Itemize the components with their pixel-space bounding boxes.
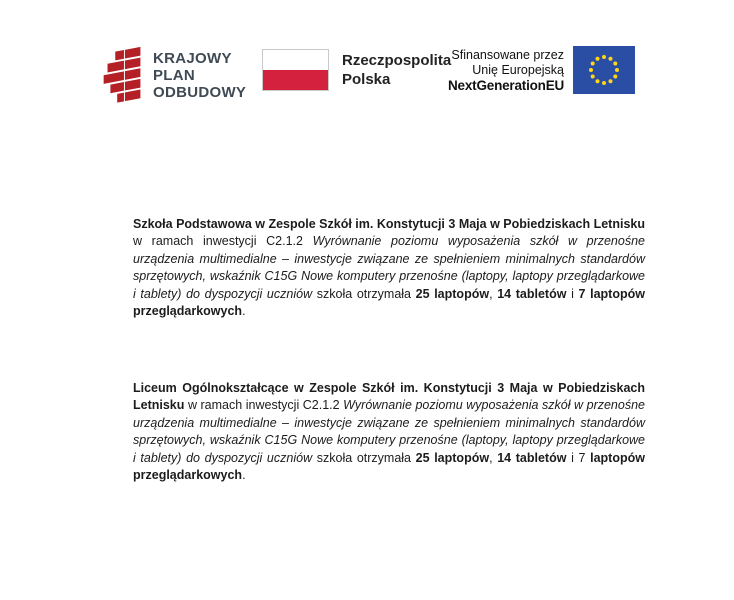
eu-funding-line-2: Unię Europejską xyxy=(472,62,564,77)
poland-logo xyxy=(262,49,451,91)
kpo-logo-line-2: PLAN xyxy=(153,66,196,84)
poland-logo-line-1: Rzeczpospolita xyxy=(342,52,452,69)
paragraph-primary-school: Szkoła Podstawowa w Zespole Szkół im. Konstytucji 3 Maja w Pobiedziskach Letnisku w ramach inwestycji C2.1.2 Wyrównanie poziomu wyposażenia szkół w przenośne urządzenia multimedialne – inwestycje związane ze spełnieniem minimalnych standardów sprzętowych, wskaźnik C15G Nowe komputery przenośne (laptopy, laptopy przeglądarkowe i tablety) do dyspozycji uczniów szkoła otrzymała 25 laptopów, 14 tabletów i 7 laptopów przeglądarkowych. xyxy=(133,217,645,319)
paragraph-high-school: Liceum Ogólnokształcące w Zespole Szkół im. Konstytucji 3 Maja w Pobiedziskach Letnisku w ramach inwestycji C2.1.2 Wyrównanie poziomu wyposażenia szkół w przenośne urządzenia multimedialne – inwestycje związane ze spełnieniem minimalnych standardów sprzętowych, wskaźnik C15G Nowe komputery przenośne (laptopy, laptopy przeglądarkowe i tablety) do dyspozycji uczniów szkoła otrzymała 25 laptopów, 14 tabletów i 7 laptopów przeglądarkowych. xyxy=(133,381,645,483)
poland-flag-icon xyxy=(262,49,329,91)
poland-logo-line-2: Polska xyxy=(342,71,391,88)
kpo-logo xyxy=(103,45,246,105)
eu-flag-icon xyxy=(573,46,635,94)
eu-funding-line-1: Sfinansowane przez xyxy=(451,47,564,62)
eu-funding-line-3: NextGenerationEU xyxy=(448,77,565,93)
eu-funding-text xyxy=(448,48,564,93)
kpo-logo-icon xyxy=(103,45,143,105)
eu-funding-logo xyxy=(448,46,635,94)
kpo-logo-line-1: KRAJOWY xyxy=(153,49,232,67)
kpo-logo-text xyxy=(153,50,246,101)
poland-logo-text xyxy=(342,51,451,89)
kpo-logo-line-3: ODBUDOWY xyxy=(153,83,247,101)
